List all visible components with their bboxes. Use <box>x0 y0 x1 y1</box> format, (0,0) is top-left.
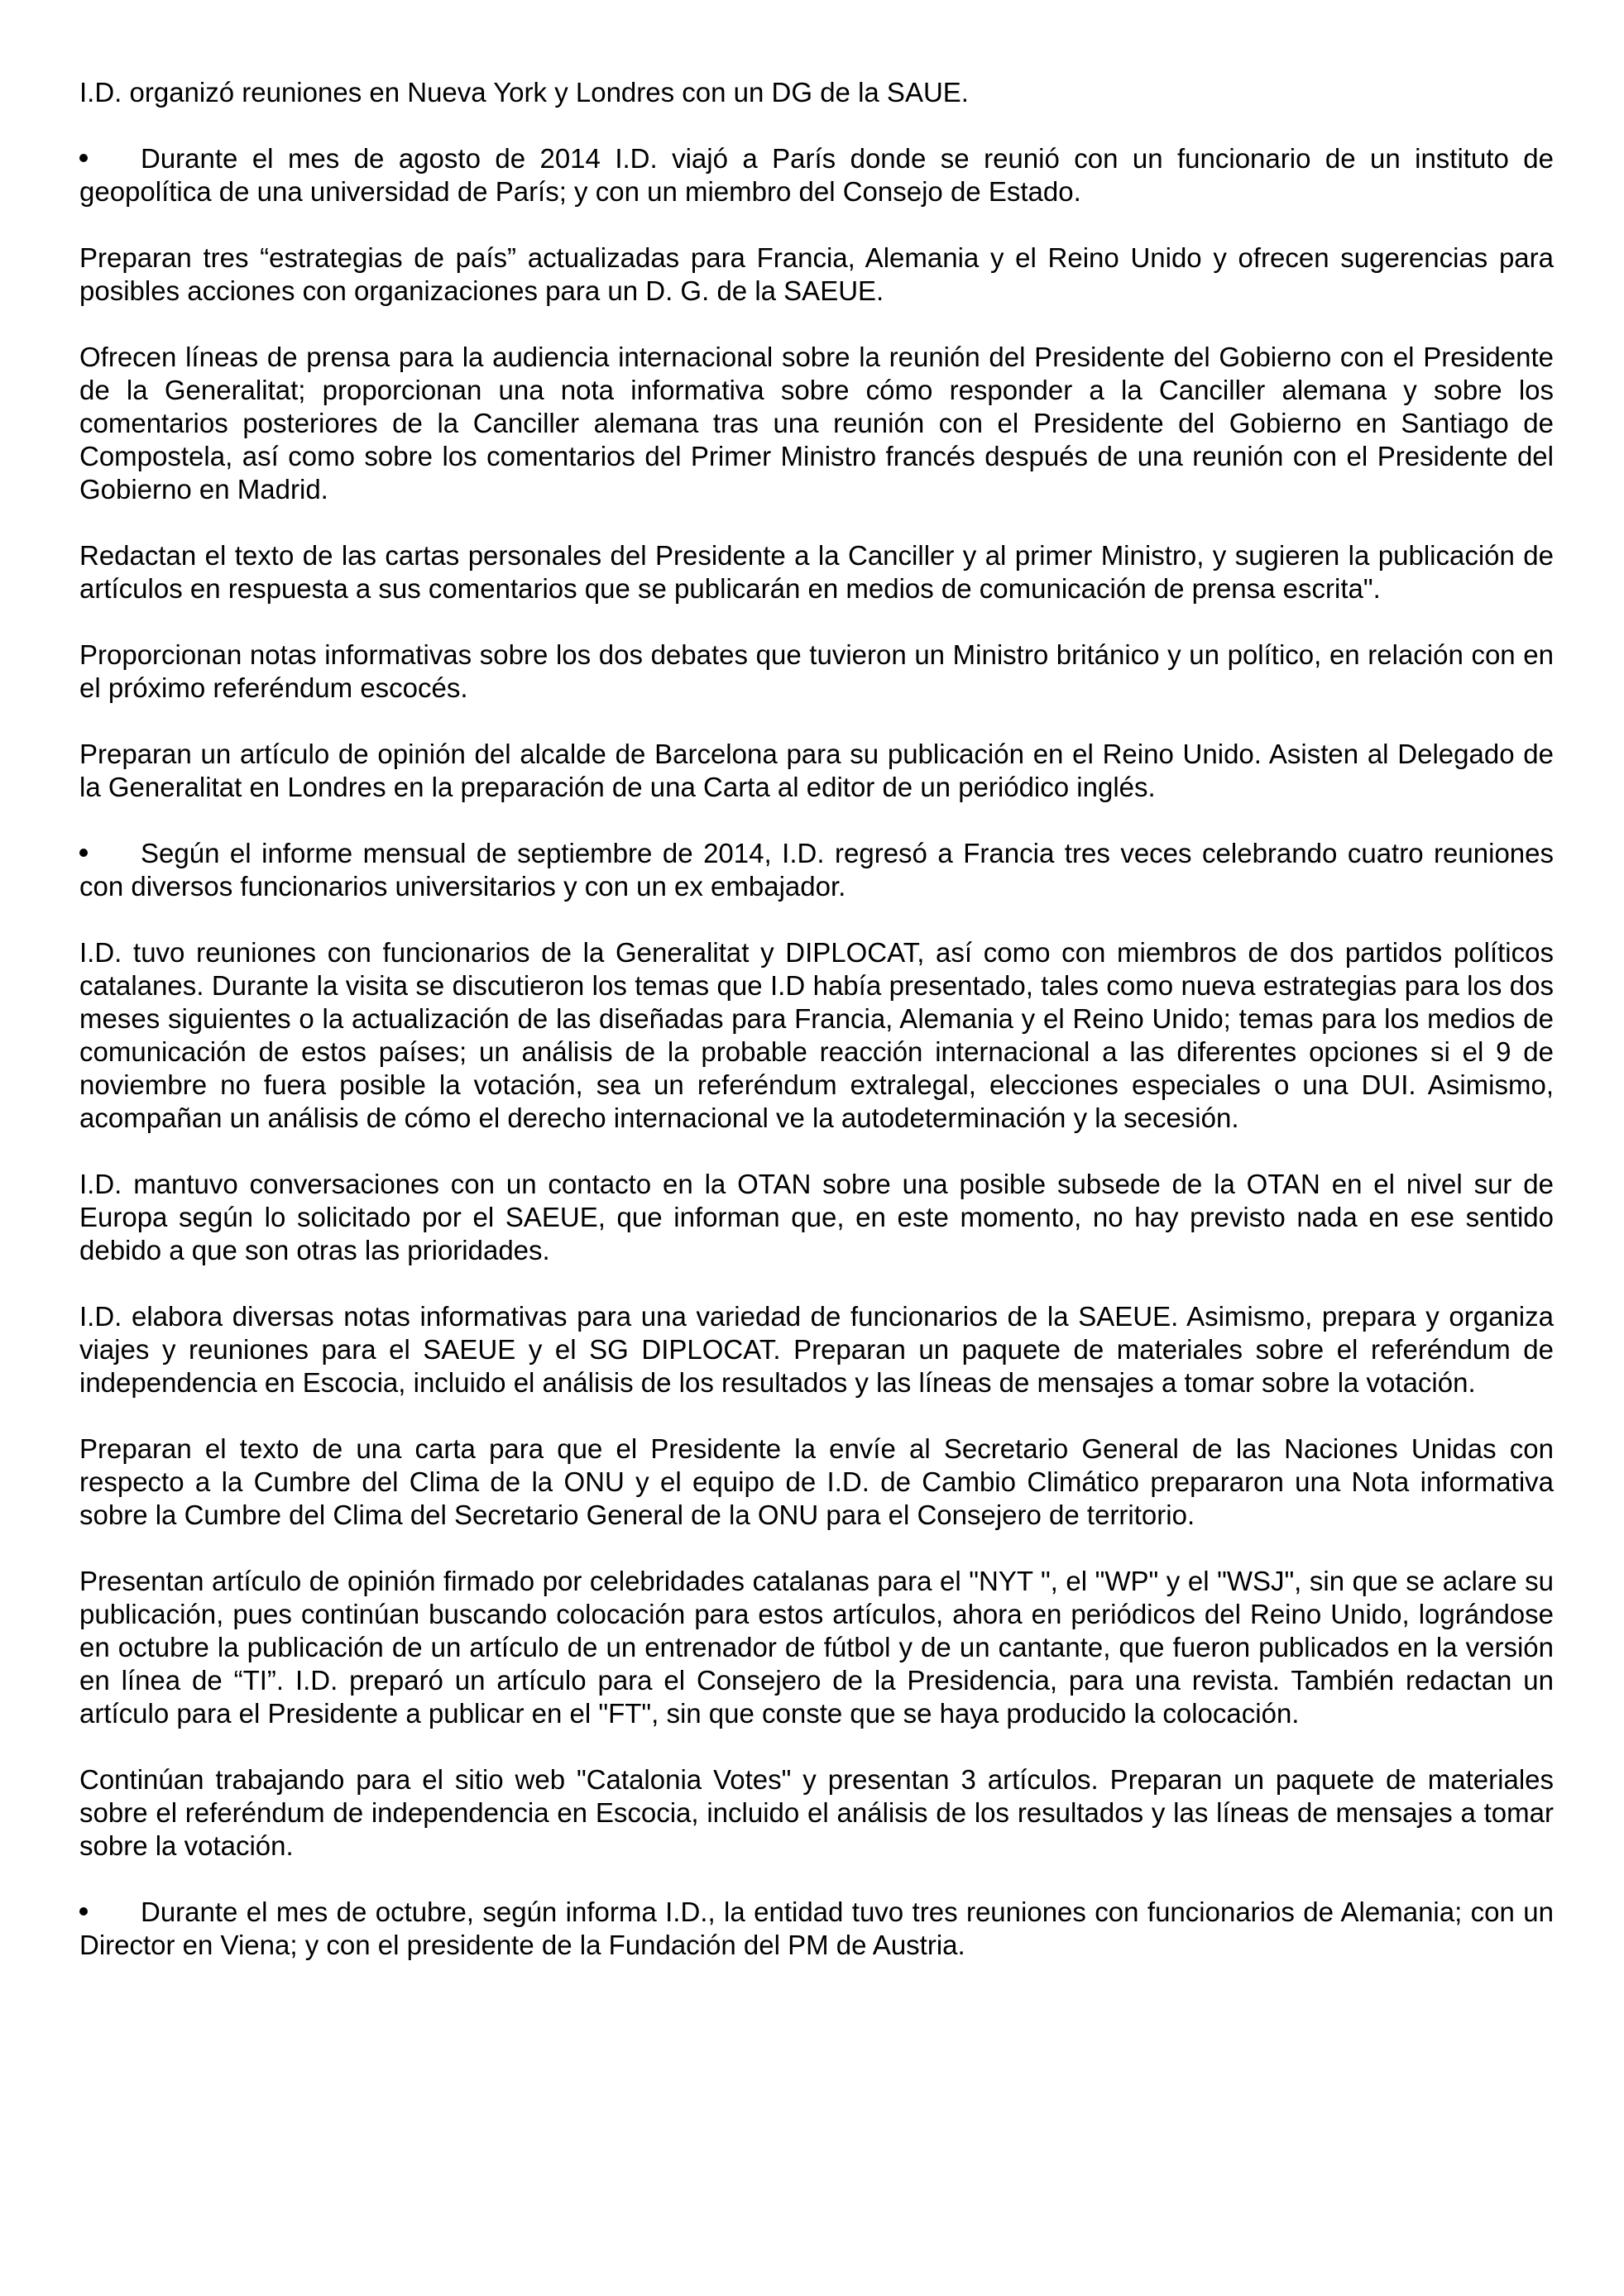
paragraph-13 <box>79 1565 1554 1730</box>
bullet-icon <box>79 154 88 162</box>
bullet-icon <box>79 1907 88 1916</box>
bullet-paragraph-15 <box>79 1896 1554 1962</box>
paragraph-14 <box>79 1763 1554 1863</box>
paragraph-5 <box>79 539 1554 605</box>
paragraph-text: I.D. mantuvo conversaciones con un contacto en la OTAN sobre una posible subsede de la OTAN en el nivel sur de Europa según lo solicitado por el SAEUE, que informan que, en este momento, no hay previsto nada en ese sentido debido a que son otras las prioridades. <box>79 1169 1554 1265</box>
paragraph-4 <box>79 341 1554 506</box>
paragraph-7 <box>79 738 1554 804</box>
document-page <box>79 76 1554 1995</box>
paragraph-9 <box>79 936 1554 1135</box>
paragraph-text: Continúan trabajando para el sitio web "Catalonia Votes" y presentan 3 artículos. Preparan un paquete de materiales sobre el referéndum de independencia en Escocia, incluido el análisis de los resultados y las líneas de mensajes a tomar sobre la votación. <box>79 1764 1554 1861</box>
paragraph-10 <box>79 1168 1554 1267</box>
paragraph-text: I.D. elabora diversas notas informativas para una variedad de funcionarios de la SAEUE. Asimismo, prepara y organiza viajes y reuniones para el SAEUE y el SG DIPLOCAT. Preparan un paquete de materiales sobre el referéndum de independencia en Escocia, incluido el análisis de los resultados y las líneas de mensajes a tomar sobre la votación. <box>79 1301 1554 1398</box>
paragraph-text: Según el informe mensual de septiembre de 2014, I.D. regresó a Francia tres veces celebrando cuatro reuniones con diversos funcionarios universitarios y con un ex embajador. <box>79 838 1554 902</box>
paragraph-text: Durante el mes de agosto de 2014 I.D. viajó a París donde se reunió con un funcionario de un instituto de geopolítica de una universidad de París; y con un miembro del Consejo de Estado. <box>79 143 1554 207</box>
paragraph-1 <box>79 76 1554 109</box>
paragraph-12 <box>79 1433 1554 1532</box>
bullet-paragraph-8 <box>79 837 1554 903</box>
paragraph-text: Preparan un artículo de opinión del alcalde de Barcelona para su publicación en el Reino Unido. Asisten al Delegado de la Generalitat en Londres en la preparación de una Carta al editor de un periódico inglés. <box>79 739 1554 802</box>
paragraph-6 <box>79 639 1554 705</box>
paragraph-text: I.D. tuvo reuniones con funcionarios de la Generalitat y DIPLOCAT, así como con miembros de dos partidos políticos catalanes. Durante la visita se discutieron los temas que I.D había presentado, tales como nueva estrategias para los dos meses siguientes o la actualización de las diseñadas para Francia, Alemania y el Reino Unido; temas para los medios de comunicación de estos países; un análisis de la probable reacción internacional a las diferentes opciones si el 9 de noviembre no fuera posible la votación, sea un referéndum extralegal, elecciones especiales o una DUI. Asimismo, acompañan un análisis de cómo el derecho internacional ve la autodeterminación y la secesión. <box>79 937 1554 1133</box>
paragraph-text: Durante el mes de octubre, según informa I.D., la entidad tuvo tres reuniones con funcionarios de Alemania; con un Director en Viena; y con el presidente de la Fundación del PM de Austria. <box>79 1897 1554 1960</box>
paragraph-text: I.D. organizó reuniones en Nueva York y Londres con un DG de la SAUE. <box>79 77 969 108</box>
paragraph-text: Ofrecen líneas de prensa para la audiencia internacional sobre la reunión del Presidente del Gobierno con el Presidente de la Generalitat; proporcionan una nota informativa sobre cómo responder a la Canciller alemana y sobre los comentarios posteriores de la Canciller alemana tras una reunión con el Presidente del Gobierno en Santiago de Compostela, así como sobre los comentarios del Primer Ministro francés después de una reunión con el Presidente del Gobierno en Madrid. <box>79 342 1554 505</box>
paragraph-text: Proporcionan notas informativas sobre los dos debates que tuvieron un Ministro británico y un político, en relación con en el próximo referéndum escocés. <box>79 639 1554 703</box>
bullet-paragraph-2 <box>79 142 1554 208</box>
paragraph-3 <box>79 242 1554 308</box>
paragraph-text: Redactan el texto de las cartas personales del Presidente a la Canciller y al primer Ministro, y sugieren la publicación de artículos en respuesta a sus comentarios que se publicarán en medios de comunicación de prensa escrita". <box>79 540 1554 604</box>
paragraph-text: Preparan el texto de una carta para que el Presidente la envíe al Secretario General de las Naciones Unidas con respecto a la Cumbre del Clima de la ONU y el equipo de I.D. de Cambio Climático prepararon una Nota informativa sobre la Cumbre del Clima del Secretario General de la ONU para el Consejero de territorio. <box>79 1433 1554 1530</box>
bullet-icon <box>79 849 88 857</box>
paragraph-11 <box>79 1300 1554 1399</box>
paragraph-text: Presentan artículo de opinión firmado por celebridades catalanas para el "NYT ", el "WP" y el "WSJ", sin que se aclare su publicación, pues continúan buscando colocación para estos artículos, ahora en periódicos del Reino Unido, lográndose en octubre la publicación de un artículo de un entrenador de fútbol y de un cantante, que fueron publicados en la versión en línea de “TI”. I.D. preparó un artículo para el Consejero de la Presidencia, para una revista. También redactan un artículo para el Presidente a publicar en el "FT", sin que conste que se haya producido la colocación. <box>79 1566 1554 1729</box>
paragraph-text: Preparan tres “estrategias de país” actualizadas para Francia, Alemania y el Reino Unido y ofrecen sugerencias para posibles acciones con organizaciones para un D. G. de la SAEUE. <box>79 242 1554 306</box>
